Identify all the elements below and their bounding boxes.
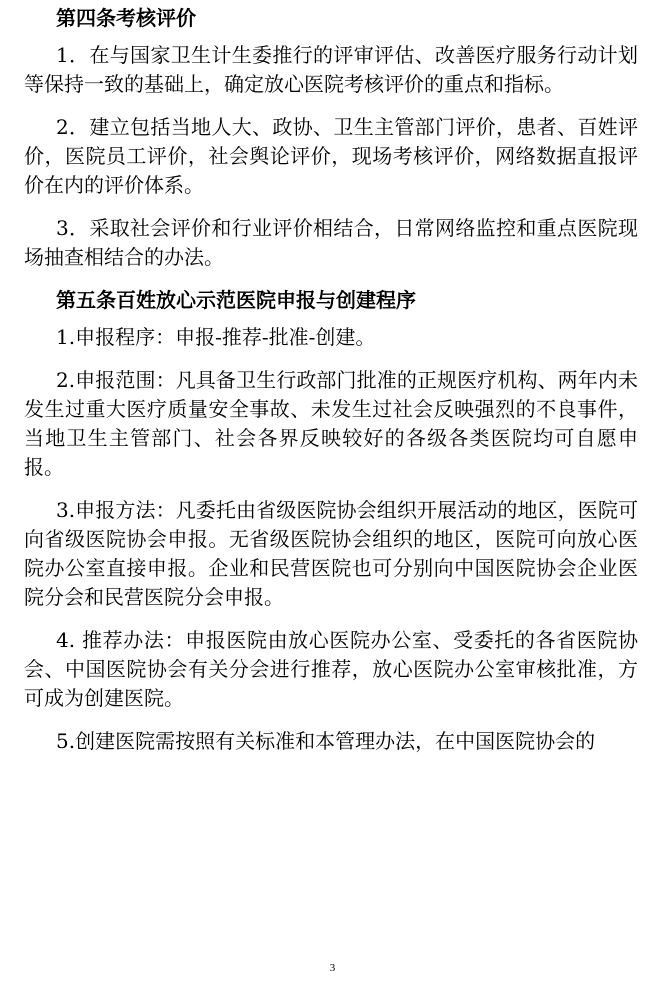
section-4-paragraph-3: 3．采取社会评价和行业评价相结合，日常网络监控和重点医院现场抽查相结合的办法。 (24, 216, 638, 269)
section-5-paragraph-1: 1.申报程序：申报-推荐-批准-创建。 (56, 325, 376, 349)
section-5-paragraph-2: 2.申报范围：凡具备卫生行政部门批准的正规医疗机构、两年内未发生过重大医疗质量安全事故、未发生过社会反映强烈的不良事件，当地卫生主管部门、社会各界反映较好的各级各类医院均可自愿申报。 (24, 368, 638, 479)
section-5-paragraph-4: 4. 推荐办法：申报医院由放心医院办公室、受委托的各省医院协会、中国医院协会有关分会进行推荐，放心医院办公室审核批准，方可成为创建医院。 (24, 628, 638, 710)
section-4-heading: 第四条考核评价 (56, 6, 196, 30)
document-body (24, 4, 638, 756)
page-number: 3 (329, 962, 336, 974)
section-4-paragraph-2: 2．建立包括当地人大、政协、卫生主管部门评价，患者、百姓评价，医院员工评价，社会舆论评价，现场考核评价，网络数据直报评价在内的评价体系。 (24, 115, 638, 197)
section-4-paragraph-1: 1．在与国家卫生计生委推行的评审评估、改善医疗服务行动计划等保持一致的基础上，确定放心医院考核评价的重点和指标。 (24, 43, 638, 96)
section-5-heading: 第五条百姓放心示范医院申报与创建程序 (56, 288, 416, 312)
section-5-paragraph-3: 3.申报方法：凡委托由省级医院协会组织开展活动的地区，医院可向省级医院协会申报。无省级医院协会组织的地区，医院可向放心医院办公室直接申报。企业和民营医院也可分别向中国医院协会企业医院分会和民营医院分会申报。 (24, 498, 638, 609)
section-5-paragraph-5: 5.创建医院需按照有关标准和本管理办法，在中国医院协会的 (56, 729, 596, 753)
